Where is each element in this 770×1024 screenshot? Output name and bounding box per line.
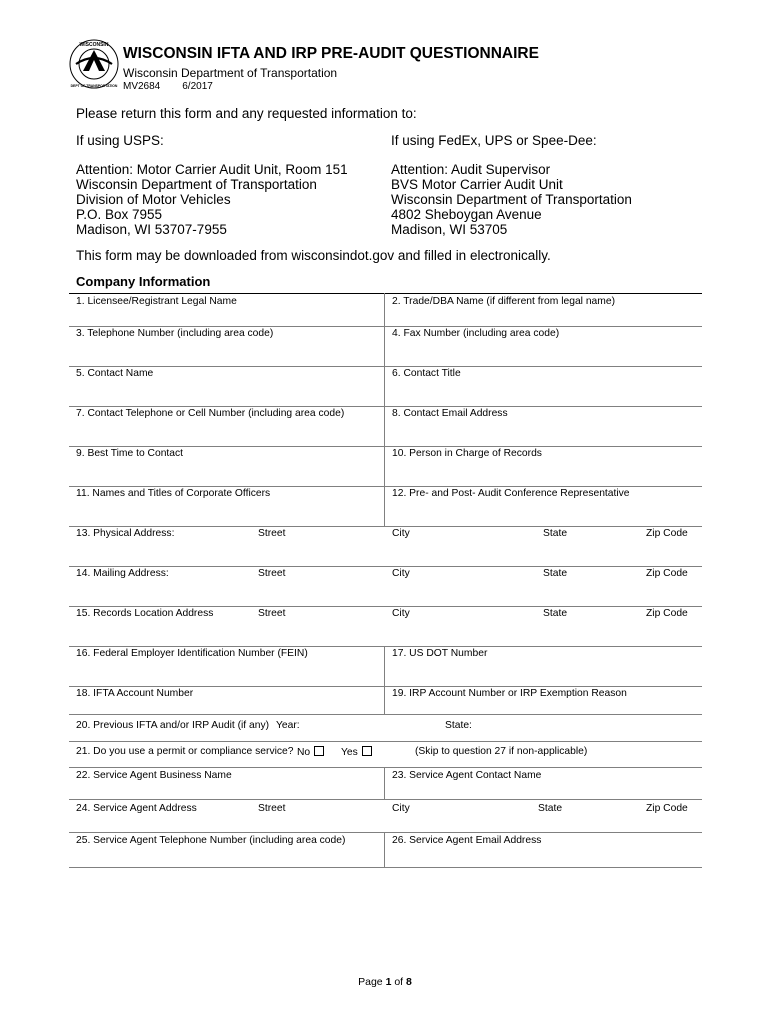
column-divider xyxy=(384,767,385,799)
contact-name-field[interactable] xyxy=(70,382,382,398)
city-label: City xyxy=(392,568,410,579)
yes-checkbox[interactable] xyxy=(362,746,372,756)
field-label-usdot: 17. US DOT Number xyxy=(392,648,488,659)
zip-label: Zip Code xyxy=(646,608,688,619)
yes-option-label: Yes xyxy=(341,747,358,758)
records-location-field[interactable] xyxy=(70,622,700,638)
row-divider xyxy=(69,366,702,367)
row-divider xyxy=(69,832,702,833)
no-option[interactable] xyxy=(297,746,324,758)
usps-address-line: Division of Motor Vehicles xyxy=(76,192,231,207)
previous-audit-state-label: State: xyxy=(445,720,472,731)
row-divider xyxy=(69,606,702,607)
field-label-fein: 16. Federal Employer Identification Number (FEIN) xyxy=(76,648,308,659)
row-divider xyxy=(69,714,702,715)
city-label: City xyxy=(392,528,410,539)
fax-field[interactable] xyxy=(386,342,700,358)
return-instructions: Please return this form and any requested information to: xyxy=(76,106,417,121)
field-label-ifta-account: 18. IFTA Account Number xyxy=(76,688,194,699)
row-divider xyxy=(69,566,702,567)
table-top-rule xyxy=(69,293,702,294)
of-label: of xyxy=(394,976,404,988)
field-label-trade-name: 2. Trade/DBA Name (if different from legal name) xyxy=(392,296,616,307)
page-footer xyxy=(0,976,770,988)
page-number: 1 xyxy=(385,976,392,988)
column-divider xyxy=(384,646,385,714)
usdot-field[interactable] xyxy=(386,662,700,678)
row-divider xyxy=(69,326,702,327)
state-label: State xyxy=(543,568,568,579)
row-divider xyxy=(69,741,702,742)
field-label-compliance-service: 21. Do you use a permit or compliance service? xyxy=(76,746,294,757)
no-option-label: No xyxy=(297,747,311,758)
contact-phone-field[interactable] xyxy=(70,422,382,438)
field-label-contact-phone: 7. Contact Telephone or Cell Number (including area code) xyxy=(76,408,345,419)
column-divider xyxy=(384,293,385,526)
field-label-contact-email: 8. Contact Email Address xyxy=(392,408,508,419)
trade-name-field[interactable] xyxy=(386,308,700,324)
agent-contact-field[interactable] xyxy=(386,783,700,798)
form-identifier xyxy=(123,81,213,92)
field-label-contact-name: 5. Contact Name xyxy=(76,368,154,379)
no-checkbox[interactable] xyxy=(314,746,324,756)
field-label-corporate-officers: 11. Names and Titles of Corporate Officers xyxy=(76,488,271,499)
legal-name-field[interactable] xyxy=(70,308,382,324)
row-divider xyxy=(69,767,702,768)
form-title: WISCONSIN IFTA AND IRP PRE-AUDIT QUESTIONNAIRE xyxy=(123,45,539,62)
field-label-records-person: 10. Person in Charge of Records xyxy=(392,448,542,459)
street-label: Street xyxy=(258,568,286,579)
section-heading: Company Information xyxy=(76,274,211,289)
row-divider xyxy=(69,526,702,527)
street-label: Street xyxy=(258,803,286,814)
usps-heading: If using USPS: xyxy=(76,133,164,148)
agent-phone-field[interactable] xyxy=(70,849,382,865)
courier-address-line: BVS Motor Carrier Audit Unit xyxy=(391,177,563,192)
previous-audit-year-label: Year: xyxy=(276,720,300,731)
contact-email-field[interactable] xyxy=(386,422,700,438)
physical-address-field[interactable] xyxy=(70,542,700,558)
svg-text:WISCONSIN: WISCONSIN xyxy=(79,42,109,48)
usps-address xyxy=(76,162,348,237)
total-pages: 8 xyxy=(406,976,412,988)
courier-address-line: 4802 Sheboygan Avenue xyxy=(391,207,542,222)
city-label: City xyxy=(392,803,410,814)
city-label: City xyxy=(392,608,410,619)
field-label-telephone: 3. Telephone Number (including area code) xyxy=(76,328,274,339)
zip-label: Zip Code xyxy=(646,528,688,539)
usps-address-line: P.O. Box 7955 xyxy=(76,207,163,222)
department-name: Wisconsin Department of Transportation xyxy=(123,66,338,80)
field-label-legal-name: 1. Licensee/Registrant Legal Name xyxy=(76,296,237,307)
agent-address-field[interactable] xyxy=(70,815,700,831)
row-divider xyxy=(69,686,702,687)
fein-field[interactable] xyxy=(70,662,382,678)
ifta-account-field[interactable] xyxy=(70,700,382,713)
records-person-field[interactable] xyxy=(386,462,700,478)
usps-address-line: Attention: Motor Carrier Audit Unit, Room 151 xyxy=(76,162,348,177)
contact-title-field[interactable] xyxy=(386,382,700,398)
street-label: Street xyxy=(258,528,286,539)
previous-audit-state-field[interactable] xyxy=(476,718,700,734)
row-divider xyxy=(69,486,702,487)
field-label-agent-address: 24. Service Agent Address xyxy=(76,803,197,814)
svg-text:DEPT OF TRANSPORTATION: DEPT OF TRANSPORTATION xyxy=(70,84,118,88)
skip-note: (Skip to question 27 if non-applicable) xyxy=(415,746,588,757)
field-label-best-time: 9. Best Time to Contact xyxy=(76,448,184,459)
form-number: MV2684 xyxy=(123,81,161,92)
courier-address-line: Attention: Audit Supervisor xyxy=(391,162,551,177)
field-label-physical-address: 13. Physical Address: xyxy=(76,528,175,539)
field-label-agent-contact: 23. Service Agent Contact Name xyxy=(392,770,542,781)
mailing-address-field[interactable] xyxy=(70,582,700,598)
courier-address xyxy=(391,162,632,237)
usps-address-line: Wisconsin Department of Transportation xyxy=(76,177,317,192)
row-divider xyxy=(69,646,702,647)
zip-label: Zip Code xyxy=(646,803,688,814)
row-divider xyxy=(69,799,702,800)
corporate-officers-field[interactable] xyxy=(70,502,382,524)
field-label-mailing-address: 14. Mailing Address: xyxy=(76,568,169,579)
irp-account-field[interactable] xyxy=(386,700,700,713)
state-label: State xyxy=(543,528,568,539)
usps-address-line: Madison, WI 53707-7955 xyxy=(76,222,227,237)
download-note: This form may be downloaded from wisconsindot.gov and filled in electronically. xyxy=(76,248,551,263)
conference-rep-field[interactable] xyxy=(386,502,700,518)
zip-label: Zip Code xyxy=(646,568,688,579)
courier-heading: If using FedEx, UPS or Spee-Dee: xyxy=(391,133,597,148)
best-time-field[interactable] xyxy=(70,462,382,478)
field-label-conference-rep: 12. Pre- and Post- Audit Conference Representative xyxy=(392,488,630,499)
agent-business-field[interactable] xyxy=(70,783,382,798)
field-label-fax: 4. Fax Number (including area code) xyxy=(392,328,560,339)
field-label-agent-email: 26. Service Agent Email Address xyxy=(392,835,542,846)
wisdot-seal-logo xyxy=(68,38,120,90)
field-label-contact-title: 6. Contact Title xyxy=(392,368,461,379)
row-divider xyxy=(69,446,702,447)
row-divider xyxy=(69,406,702,407)
state-label: State xyxy=(538,803,563,814)
courier-address-line: Madison, WI 53705 xyxy=(391,222,508,237)
field-label-irp-account: 19. IRP Account Number or IRP Exemption Reason xyxy=(392,688,627,699)
street-label: Street xyxy=(258,608,286,619)
table-bottom-rule xyxy=(69,867,702,868)
field-label-records-location: 15. Records Location Address xyxy=(76,608,214,619)
form-revision: 6/2017 xyxy=(182,81,213,92)
field-label-agent-business: 22. Service Agent Business Name xyxy=(76,770,232,781)
field-label-previous-audit: 20. Previous IFTA and/or IRP Audit (if any) xyxy=(76,720,270,731)
state-label: State xyxy=(543,608,568,619)
agent-email-field[interactable] xyxy=(386,849,700,865)
telephone-field[interactable] xyxy=(70,342,382,358)
courier-address-line: Wisconsin Department of Transportation xyxy=(391,192,632,207)
yes-option[interactable] xyxy=(341,746,372,758)
field-label-agent-phone: 25. Service Agent Telephone Number (including area code) xyxy=(76,835,346,846)
previous-audit-year-field[interactable] xyxy=(304,718,434,734)
page-label: Page xyxy=(358,976,383,988)
column-divider xyxy=(384,832,385,867)
